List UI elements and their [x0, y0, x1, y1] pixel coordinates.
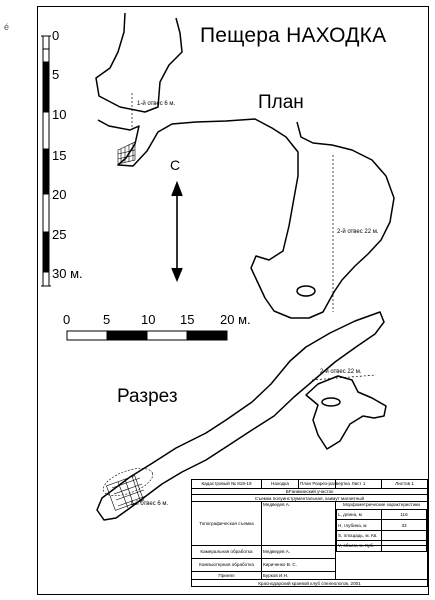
vertical-scale-tick: 30 м.	[52, 266, 83, 281]
plan-hatch	[118, 142, 135, 164]
stamp-accepted-label: Принял	[192, 571, 262, 580]
vertical-scale-tick: 0	[52, 28, 60, 43]
morph-name: S, площадь, м. Кв.	[337, 530, 382, 540]
horizontal-scale-tick: 20 м.	[220, 312, 251, 327]
stamp-blank	[336, 545, 428, 580]
stamp-topo-label: Топографическая съемка	[192, 502, 262, 545]
vertical-scale-tick: 20	[52, 187, 67, 202]
stamp-morph-title: Морфометрические характеристики	[342, 502, 420, 508]
section-shaft2-label: 2-й отвес 22 м.	[320, 369, 362, 375]
stamp-accepted-person: Бурков И.Н.	[262, 571, 336, 580]
stamp-topo-person: Медведев А.	[262, 502, 336, 545]
corner-mark: é	[4, 22, 10, 32]
horizontal-scale-tick: 10	[141, 312, 156, 327]
stamp-sheet: Лист 1	[336, 480, 382, 489]
morph-value: 116	[382, 510, 427, 520]
plan-shaft1-label: 1-й отвес 6 м.	[137, 101, 176, 107]
morph-name: H, глубина, м	[337, 520, 382, 530]
stamp-survey-method: Съемка полуинструментальная, азимут магнитный	[192, 495, 428, 502]
vertical-scale-tick: 25	[52, 227, 67, 242]
stamp-sheets: Листов 1	[382, 480, 428, 489]
north-arrow-icon	[172, 183, 182, 280]
section-shaft2-line	[312, 375, 376, 380]
section-shaft1-label: 1-й отвес 6 м.	[130, 501, 169, 507]
plan-shaft2-label: 2-й отвес 22 м.	[337, 229, 379, 235]
stamp-sheet-type: План Разрез-развертка	[300, 481, 350, 487]
stamp-computer-person: Кириченко В. С.	[262, 558, 336, 571]
stamp-cadastral: Кадастровый № 818-19	[192, 480, 262, 489]
stamp-computer-label: Компьютерная обработка	[192, 558, 262, 571]
horizontal-scale-tick: 5	[103, 312, 111, 327]
north-label: С	[170, 157, 181, 173]
stamp-footer: Краснодарский краевой клуб спелеологов, 2001	[192, 580, 428, 587]
morph-value	[382, 530, 427, 540]
section-heading: Разрез	[117, 386, 178, 407]
stamp-cameral-label: Камеральная обработка	[192, 545, 262, 558]
stamp-cameral-person: Медведев А.	[262, 545, 336, 558]
plan-heading: План	[258, 92, 304, 113]
vertical-scale-bar	[41, 36, 51, 286]
stamp-cave-name: Находка	[262, 480, 299, 489]
stamp-morphometry	[336, 502, 428, 549]
stamp-region: БFаникинский участок	[192, 488, 428, 495]
morph-value: 33	[382, 520, 427, 530]
title-block	[191, 479, 427, 587]
morph-name: L, длина, м	[337, 510, 382, 520]
morph-name: V, объем, м. Куб.	[337, 541, 382, 551]
horizontal-scale-tick: 15	[180, 312, 195, 327]
map-title: Пещера НАХОДКА	[200, 24, 387, 47]
vertical-scale-tick: 5	[52, 67, 60, 82]
horizontal-scale-bar	[67, 331, 227, 340]
vertical-scale-tick: 15	[52, 148, 67, 163]
horizontal-scale-tick: 0	[63, 312, 71, 327]
vertical-scale-tick: 10	[52, 107, 67, 122]
plan-outline	[96, 13, 394, 318]
